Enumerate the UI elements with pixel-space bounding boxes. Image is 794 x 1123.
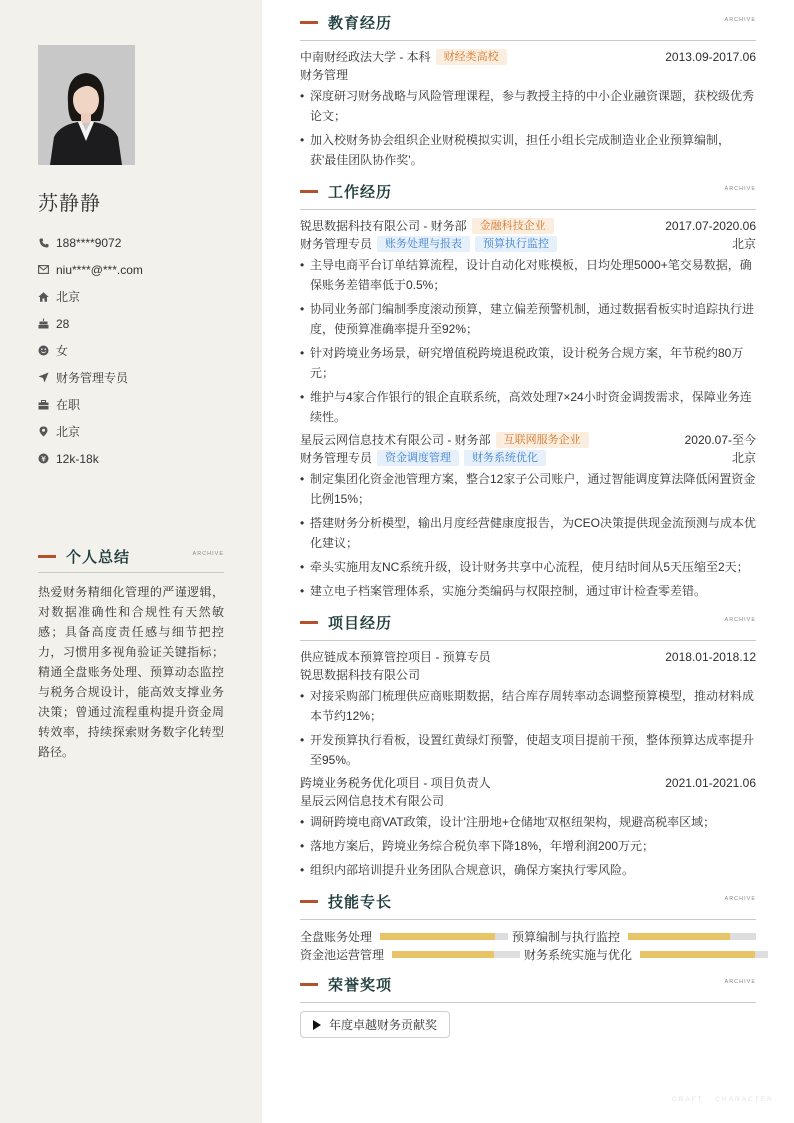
work-entry	[300, 431, 756, 601]
skill-label: 财务系统实施与优化	[524, 947, 633, 962]
list-item: • 制定集团化资金池管理方案，整合12家子公司账户，通过智能调度算法降低闲置资金比例15%；	[300, 469, 756, 509]
projects-section	[300, 611, 756, 880]
section-header	[300, 890, 756, 912]
smile-icon	[38, 345, 49, 356]
role-tag: 资金调度管理	[377, 450, 459, 466]
info-email	[38, 256, 143, 283]
major-text: 财务管理	[300, 68, 349, 82]
education-entry	[300, 48, 756, 170]
project-entry	[300, 774, 756, 880]
section-divider	[300, 209, 756, 210]
section-tag: ARCHIVE	[724, 979, 756, 985]
work-header-row	[300, 217, 756, 235]
work-header-row	[300, 431, 756, 449]
section-accent-bar	[38, 555, 56, 558]
project-header-row	[300, 774, 756, 792]
section-title: 工作经历	[328, 183, 393, 201]
section-header	[300, 611, 756, 633]
skill-track	[628, 933, 756, 940]
education-date: 2013.09-2017.06	[665, 50, 756, 64]
status-text: 在职	[56, 398, 81, 412]
section-header	[38, 545, 224, 567]
contact-info-list	[38, 229, 143, 472]
list-item: • 主导电商平台订单结算流程，设计自动化对账模板，日均处理5000+笔交易数据，确保账务差错率低于0.5%；	[300, 255, 756, 295]
skill-fill	[640, 951, 755, 958]
list-item: • 对接采购部门梳理供应商账期数据，结合库存周转率动态调整预算模型，推动材料成本节约12%；	[300, 686, 756, 726]
coin-icon	[38, 453, 49, 464]
section-accent-bar	[300, 621, 318, 624]
section-divider	[300, 640, 756, 641]
location-text: 北京	[56, 290, 81, 304]
school-name: 中南财经政法大学 - 本科	[300, 50, 431, 64]
home-icon	[38, 291, 49, 302]
section-title: 教育经历	[328, 14, 393, 32]
role-text: 财务管理专员	[300, 237, 373, 251]
role-text: 财务管理专员	[300, 451, 373, 465]
company-name: 星辰云网信息技术有限公司 - 财务部	[300, 433, 491, 447]
work-bullets	[300, 469, 756, 601]
work-bullets	[300, 255, 756, 427]
play-triangle-icon	[313, 1020, 321, 1030]
role-tag: 预算执行监控	[475, 236, 557, 252]
section-header	[300, 11, 756, 33]
skill-track	[640, 951, 768, 958]
section-divider	[38, 572, 224, 573]
list-item: • 调研跨境电商VAT政策，设计'注册地+仓储地'双枢纽架构，规避高税率区域；	[300, 812, 756, 832]
list-item: • 开发预算执行看板，设置红黄绿灯预警，使超支项目提前干预，整体预算达成率提升至95%。	[300, 730, 756, 770]
list-item: • 加入校财务协会组织企业财税模拟实训，担任小组长完成制造业企业预算编制，获'最佳团队协作奖'。	[300, 130, 756, 170]
skill-fill	[380, 933, 495, 940]
education-section	[300, 11, 756, 170]
list-item: • 深度研习财务战略与风险管理课程，参与教授主持的中小企业融资课题，获校级优秀论文；	[300, 86, 756, 126]
skills-list	[300, 927, 756, 963]
award-label: 年度卓越财务贡献奖	[329, 1018, 438, 1032]
info-position	[38, 364, 143, 391]
skill-item	[512, 928, 756, 945]
cake-icon	[38, 318, 49, 329]
project-org-row	[300, 666, 756, 684]
gender-text: 女	[56, 344, 69, 358]
section-tag: ARCHIVE	[724, 17, 756, 23]
work-section	[300, 180, 756, 601]
skill-item	[300, 946, 520, 963]
project-org: 星辰云网信息技术有限公司	[300, 794, 445, 808]
award-item[interactable]	[300, 1011, 450, 1038]
work-date: 2020.07-至今	[684, 433, 756, 447]
section-accent-bar	[300, 900, 318, 903]
email-text: niu****@***.com	[56, 262, 143, 277]
project-org: 锐思数据科技有限公司	[300, 668, 421, 682]
project-org-row	[300, 792, 756, 810]
salary-text: 12k-18k	[56, 451, 99, 466]
info-location	[38, 283, 143, 310]
project-name: 供应链成本预算管控项目 - 预算专员	[300, 650, 491, 664]
education-bullets	[300, 86, 756, 170]
work-city: 北京	[731, 451, 756, 465]
skill-track	[392, 951, 520, 958]
mail-icon	[38, 264, 49, 275]
skills-section	[300, 890, 756, 963]
company-tag: 互联网服务企业	[496, 432, 589, 448]
list-item: • 牵头实施用友NC系统升级，设计财务共享中心流程，使月结时间从5天压缩至2天；	[300, 557, 756, 577]
section-divider	[300, 919, 756, 920]
honors-section	[300, 973, 756, 1038]
project-bullets	[300, 812, 756, 880]
skill-track	[380, 933, 508, 940]
watermark: CRAFT · CHARACTER	[672, 1096, 774, 1103]
skill-label: 资金池运营管理	[300, 947, 385, 962]
project-header-row	[300, 648, 756, 666]
skill-fill	[628, 933, 730, 940]
skill-row	[300, 927, 756, 945]
role-tag: 财务系统优化	[464, 450, 546, 466]
project-bullets	[300, 686, 756, 770]
company-tag: 金融科技企业	[472, 218, 554, 234]
section-accent-bar	[300, 190, 318, 193]
skill-label: 预算编制与执行监控	[512, 929, 621, 944]
target-city-text: 北京	[56, 425, 81, 439]
summary-text: 热爱财务精细化管理的严谨逻辑，对数据准确性和合规性有天然敏感；具备高度责任感与细节把控力，习惯用多视角验证关键指标；精通全盘账务处理、预算动态监控与税务合规设计，能高效支撑业务决策；曾通过流程重构提升资金周转效率，持续探索财务数字化转型路径。	[38, 585, 224, 759]
info-target-city	[38, 418, 143, 445]
section-header	[300, 180, 756, 202]
section-divider	[300, 40, 756, 41]
section-title: 荣誉奖项	[328, 976, 393, 994]
section-title: 个人总结	[66, 548, 131, 566]
info-age	[38, 310, 143, 337]
section-tag: ARCHIVE	[724, 617, 756, 623]
location-pin-icon	[38, 426, 49, 437]
list-item: • 维护与4家合作银行的银企直联系统，高效处理7×24小时资金调拨需求，保障业务连续性。	[300, 387, 756, 427]
list-item: • 落地方案后，跨境业务综合税负率下降18%，年增利润200万元；	[300, 836, 756, 856]
sidebar	[0, 0, 262, 1123]
major-row	[300, 66, 756, 84]
skill-item	[524, 946, 768, 963]
section-title: 技能专长	[328, 893, 393, 911]
list-item: • 协同业务部门编制季度滚动预算，建立偏差预警机制，通过数据看板实时追踪执行进度，使预算准确率提升至92%；	[300, 299, 756, 339]
briefcase-icon	[38, 399, 49, 410]
education-header-row	[300, 48, 756, 66]
position-text: 财务管理专员	[56, 371, 129, 385]
role-tag: 账务处理与报表	[377, 236, 470, 252]
section-divider	[300, 1002, 756, 1003]
main-content	[300, 11, 756, 1048]
info-gender	[38, 337, 143, 364]
send-icon	[38, 372, 49, 383]
summary-section	[38, 545, 224, 762]
project-name: 跨境业务税务优化项目 - 项目负责人	[300, 776, 491, 790]
company-name: 锐思数据科技有限公司 - 财务部	[300, 219, 467, 233]
profile-photo	[38, 45, 135, 165]
candidate-name: 苏静静	[38, 191, 101, 215]
section-tag: ARCHIVE	[724, 186, 756, 192]
phone-text: 188****9072	[56, 235, 122, 250]
project-date: 2021.01-2021.06	[665, 776, 756, 790]
section-header	[300, 973, 756, 995]
role-row	[300, 235, 756, 253]
list-item: • 针对跨境业务场景，研究增值税跨境退税政策，设计税务合规方案，年节税约80万元；	[300, 343, 756, 383]
skill-fill	[392, 951, 494, 958]
info-status	[38, 391, 143, 418]
project-date: 2018.01-2018.12	[665, 650, 756, 664]
info-salary	[38, 445, 143, 472]
school-tag: 财经类高校	[436, 49, 507, 65]
list-item: • 组织内部培训提升业务团队合规意识，确保方案执行零风险。	[300, 860, 756, 880]
section-title: 项目经历	[328, 614, 393, 632]
work-city: 北京	[731, 237, 756, 251]
info-phone	[38, 229, 143, 256]
role-row	[300, 449, 756, 467]
work-date: 2017.07-2020.06	[665, 219, 756, 233]
skill-item	[300, 928, 508, 945]
list-item: • 搭建财务分析模型，输出月度经营健康度报告，为CEO决策提供现金流预测与成本优化建议；	[300, 513, 756, 553]
skill-label: 全盘账务处理	[300, 929, 373, 944]
project-entry	[300, 648, 756, 770]
skill-row	[300, 945, 756, 963]
section-accent-bar	[300, 21, 318, 24]
phone-icon	[38, 237, 49, 248]
section-tag: ARCHIVE	[724, 896, 756, 902]
work-entry	[300, 217, 756, 427]
list-item: • 建立电子档案管理体系，实施分类编码与权限控制，通过审计检查零差错。	[300, 581, 756, 601]
section-tag: ARCHIVE	[192, 551, 224, 557]
age-text: 28	[56, 316, 70, 331]
section-accent-bar	[300, 983, 318, 986]
